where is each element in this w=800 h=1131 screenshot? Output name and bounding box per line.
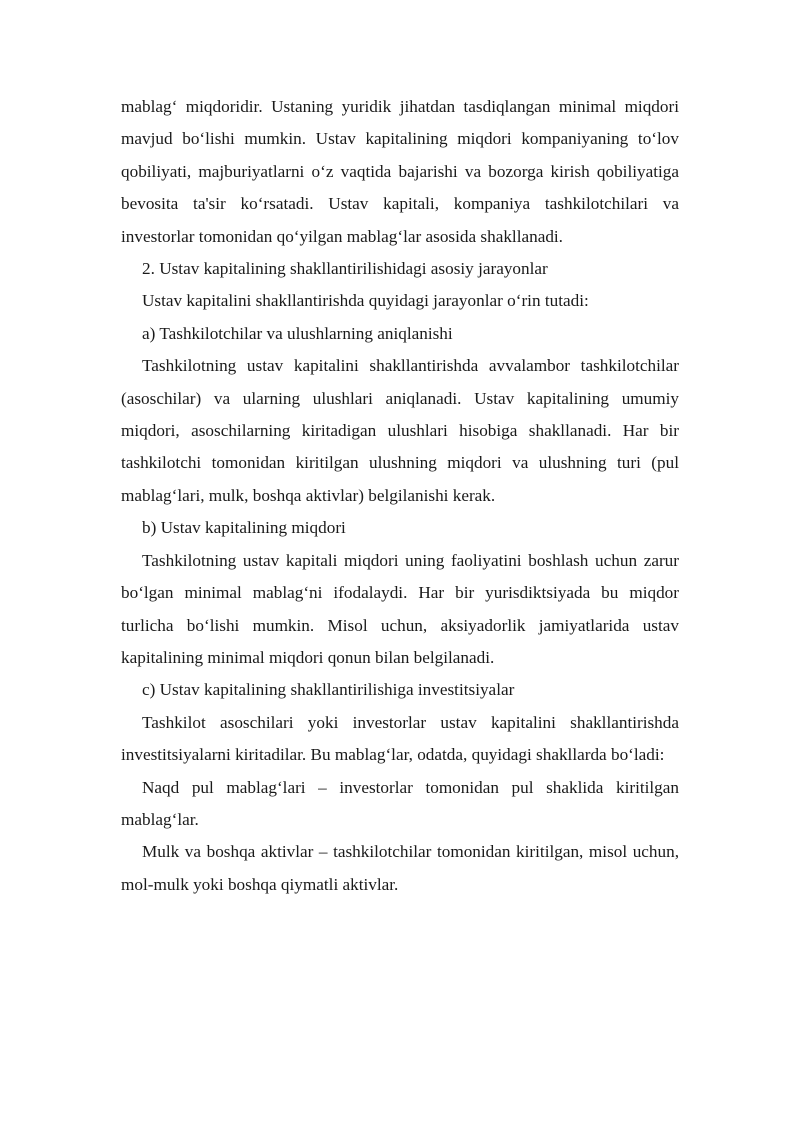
paragraph-continuation: mablag‘ miqdoridir. Ustaning yuridik jihatdan tasdiqlangan minimal miqdori mavjud bo‘lishi mumkin. Ustav kapitalining miqdori kompaniyaning to‘lov qobiliyati, majburiyatlarni o‘z vaqtida bajarishi va bozorga kirish qobiliyatiga bevosita ta'sir ko‘rsatadi. Ustav kapitali, kompaniya tashkilotchilari va investorlar tomonidan qo‘yilgan mablag‘lar asosida shakllanadi. xyxy=(121,97,679,246)
subheading-a: a) Tashkilotchilar va ulushlarning aniqlanishi xyxy=(142,323,453,343)
paragraph-investments: Tashkilot asoschilari yoki investorlar ustav kapitalini shakllantirishda investitsiyalarni kiritadilar. Bu mablag‘lar, odatda, quyidagi shakllarda bo‘ladi: xyxy=(121,712,679,765)
paragraph-capital-amount: Tashkilotning ustav kapitali miqdori uning faoliyatini boshlash uchun zarur bo‘lgan minimal mablag‘ni ifodalaydi. Har bir yurisdiktsiyada bu miqdor turlicha bo‘lishi mumkin. Misol uchun, aksiyadorlik jamiyatlarida ustav kapitalining minimal miqdori qonun bilan belgilanadi. xyxy=(121,550,679,667)
paragraph-property: Mulk va boshqa aktivlar – tashkilotchilar tomonidan kiritilgan, misol uchun, mol-mulk yoki boshqa qiymatli aktivlar. xyxy=(121,842,679,894)
body-text xyxy=(121,91,679,901)
paragraph-founders: Tashkilotning ustav kapitalini shakllantirishda avvalambor tashkilotchilar (asoschilar) va ularning ulushlari aniqlanadi. Ustav kapitalining umumiy miqdori, asoschilarning kiritadigan ulushlari hisobiga shakllanadi. Har bir tashkilotchi tomonidan kiritilgan ulushning miqdori va ulushning turi (pul mablag‘lari, mulk, boshqa aktivlar) belgilanishi kerak. xyxy=(121,356,679,505)
section-heading: 2. Ustav kapitalining shakllantirilishidagi asosiy jarayonlar xyxy=(142,259,548,279)
subheading-c: c) Ustav kapitalining shakllantirilishiga investitsiyalar xyxy=(142,680,515,700)
subheading-b: b) Ustav kapitalining miqdori xyxy=(142,518,346,538)
paragraph-cash: Naqd pul mablag‘lari – investorlar tomonidan pul shaklida kiritilgan mablag‘lar. xyxy=(121,777,679,829)
paragraph-intro: Ustav kapitalini shakllantirishda quyidagi jarayonlar o‘rin tutadi: xyxy=(142,291,589,311)
